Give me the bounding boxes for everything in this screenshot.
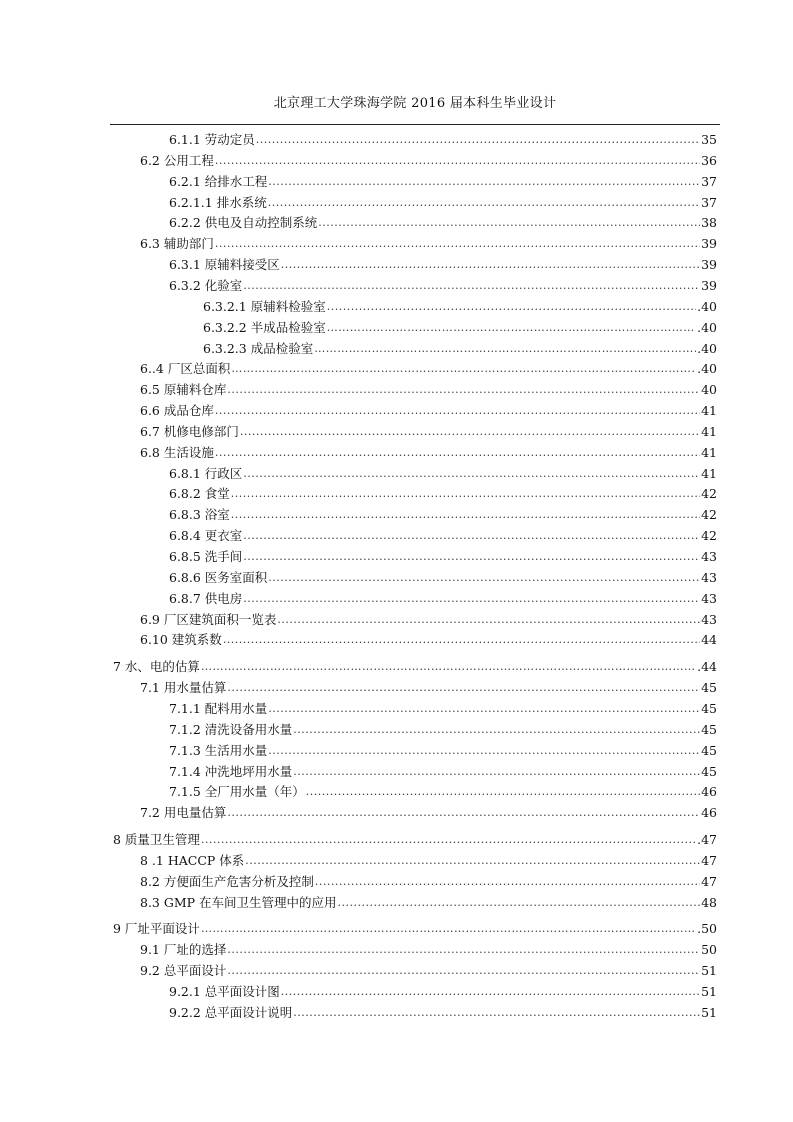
- toc-entry-page-number: 43: [701, 611, 717, 627]
- toc-leader-dots: [306, 784, 700, 799]
- toc-entry[interactable]: [169, 254, 717, 272]
- toc-entry-title: 8.2 方便面生产危害分析及控制: [140, 873, 314, 889]
- toc-entry-page-number: 51: [701, 963, 717, 979]
- toc-entry[interactable]: [169, 129, 717, 147]
- toc-entry-title: 8 质量卫生管理: [113, 832, 200, 848]
- toc-entry-title: 6.10 建筑系数: [140, 632, 222, 648]
- toc-entry-page-number: 39: [701, 257, 717, 273]
- toc-entry-page-number: 35: [701, 132, 717, 147]
- toc-entry-title: 7.1.4 冲洗地坪用水量: [169, 763, 293, 779]
- toc-entry[interactable]: [140, 892, 717, 910]
- toc-leader-dots: [245, 853, 700, 868]
- toc-entry-title: 6.2.1 给排水工程: [169, 173, 268, 189]
- toc-leader-dots: [231, 361, 696, 376]
- toc-entry-page-number: 37: [701, 194, 717, 210]
- toc-entry-title: 6.8.3 浴室: [169, 507, 230, 523]
- toc-entry[interactable]: [140, 939, 717, 957]
- toc-leader-dots: [281, 984, 700, 999]
- toc-leader-dots: [215, 403, 700, 418]
- toc-entry-page-number: 43: [701, 569, 717, 585]
- toc-entry[interactable]: [113, 829, 717, 847]
- toc-entry-title: 6.8 生活设施: [140, 444, 214, 460]
- toc-entry-title: 8 .1 HACCP 体系: [140, 852, 245, 868]
- toc-entry-title: 7 水、电的估算: [113, 659, 200, 675]
- toc-leader-dots: [243, 278, 700, 293]
- toc-entry-page-number: .40: [697, 298, 717, 314]
- header-rule: [110, 124, 720, 125]
- toc-entry-page-number: 40: [701, 382, 717, 398]
- toc-entry[interactable]: [203, 296, 717, 314]
- toc-entry-page-number: .40: [697, 340, 717, 356]
- toc-entry[interactable]: [203, 338, 717, 356]
- toc-entry[interactable]: [140, 400, 717, 418]
- toc-leader-dots: [243, 591, 700, 606]
- toc-entry-page-number: 45: [701, 680, 717, 696]
- toc-entry-title: 6.9 厂区建筑面积一览表: [140, 611, 277, 627]
- toc-entry-page-number: 46: [701, 805, 717, 821]
- toc-entry-title: 6.2 公用工程: [140, 152, 214, 168]
- page-header: 北京理工大学珠海学院 2016 届本科生毕业设计: [273, 96, 557, 111]
- toc-leader-dots: [227, 680, 700, 695]
- toc-entry-page-number: 42: [701, 528, 717, 544]
- toc-entry-page-number: 36: [701, 152, 717, 168]
- toc-entry-page-number: .47: [697, 832, 717, 848]
- toc-entry[interactable]: [169, 525, 717, 543]
- toc-entry-title: 8.3 GMP 在车间卫生管理中的应用: [140, 894, 337, 910]
- toc-leader-dots: [227, 805, 700, 820]
- toc-entry-title: 9.2 总平面设计: [140, 963, 227, 979]
- toc-entry-title: 7.1.1 配料用水量: [169, 700, 268, 716]
- toc-entry[interactable]: [140, 850, 717, 868]
- toc-entry-page-number: 45: [701, 742, 717, 758]
- toc-entry[interactable]: [140, 358, 717, 376]
- toc-entry[interactable]: [169, 698, 717, 716]
- toc-entry-page-number: .40: [697, 361, 717, 377]
- toc-entry-title: 6.8.7 供电房: [169, 590, 243, 606]
- toc-leader-dots: [327, 320, 696, 335]
- toc-entry[interactable]: [169, 761, 717, 779]
- toc-entry[interactable]: [203, 317, 717, 335]
- toc-leader-dots: [227, 963, 700, 978]
- toc-entry-title: 6.3.1 原辅料接受区: [169, 257, 280, 273]
- toc-entry-page-number: 47: [701, 852, 717, 868]
- toc-entry-page-number: 38: [701, 215, 717, 231]
- toc-leader-dots: [268, 701, 700, 716]
- toc-entry-page-number: 42: [701, 486, 717, 502]
- toc-entry-page-number: 45: [701, 700, 717, 716]
- toc-entry-title: 7.1.3 生活用水量: [169, 742, 268, 758]
- toc-leader-dots: [318, 215, 700, 230]
- toc-entry-page-number: .50: [697, 921, 717, 937]
- toc-entry-page-number: 50: [701, 942, 717, 958]
- toc-leader-dots: [201, 921, 696, 936]
- toc-entry[interactable]: [169, 1002, 717, 1020]
- toc-entry-page-number: 39: [701, 277, 717, 293]
- toc-leader-dots: [215, 153, 700, 168]
- toc-entry[interactable]: [169, 171, 717, 189]
- toc-entry[interactable]: [113, 656, 717, 674]
- toc-entry-page-number: 47: [701, 873, 717, 889]
- toc-entry-page-number: 41: [701, 423, 717, 439]
- toc-entry-title: 6.3 辅助部门: [140, 236, 214, 252]
- toc-entry-title: 9.2.2 总平面设计说明: [169, 1004, 293, 1020]
- toc-entry-title: 9 厂址平面设计: [113, 921, 200, 937]
- toc-entry[interactable]: [140, 960, 717, 978]
- toc-entry[interactable]: [140, 871, 717, 889]
- toc-leader-dots: [215, 236, 700, 251]
- toc-leader-dots: [240, 424, 700, 439]
- toc-leader-dots: [231, 486, 700, 501]
- toc-entry-page-number: .40: [697, 319, 717, 335]
- toc-entry[interactable]: [140, 802, 717, 820]
- toc-leader-dots: [215, 445, 700, 460]
- toc-leader-dots: [293, 722, 700, 737]
- toc-entry[interactable]: [169, 981, 717, 999]
- toc-leader-dots: [268, 195, 700, 210]
- toc-leader-dots: [314, 341, 696, 356]
- toc-leader-dots: [243, 549, 700, 564]
- toc-entry-page-number: 41: [701, 403, 717, 419]
- toc-entry-title: 9.2.1 总平面设计图: [169, 984, 280, 999]
- toc-entry-page-number: 43: [701, 590, 717, 606]
- toc-leader-dots: [201, 659, 696, 674]
- toc-leader-dots: [243, 466, 700, 481]
- toc-entry[interactable]: [169, 504, 717, 522]
- toc-leader-dots: [256, 132, 700, 147]
- toc-entry-title: 6.3.2.3 成品检验室: [203, 340, 314, 356]
- toc-entry-title: 6.8.5 洗手间: [169, 549, 243, 564]
- toc-entry-title: 6.3.2.1 原辅料检验室: [203, 298, 326, 314]
- toc-entry-page-number: 41: [701, 465, 717, 481]
- toc-entry-title: 6.2.1.1 排水系统: [169, 194, 267, 210]
- toc-leader-dots: [201, 832, 696, 847]
- toc-entry[interactable]: [169, 483, 717, 501]
- toc-entry[interactable]: [140, 677, 717, 695]
- toc-entry-title: 6.7 机修电修部门: [140, 423, 239, 439]
- toc-leader-dots: [315, 874, 700, 889]
- toc-entry[interactable]: [140, 421, 717, 439]
- toc-leader-dots: [338, 895, 701, 910]
- toc-entry[interactable]: [169, 781, 717, 799]
- toc-entry-page-number: 43: [701, 549, 717, 564]
- toc-entry-title: 6.8.6 医务室面积: [169, 569, 268, 585]
- toc-leader-dots: [293, 764, 700, 779]
- toc-entry[interactable]: [140, 150, 717, 168]
- toc-leader-dots: [277, 612, 700, 627]
- toc-entry-title: 6.3.2 化验室: [169, 277, 243, 293]
- toc-entry[interactable]: [169, 546, 717, 564]
- toc-entry[interactable]: [169, 463, 717, 481]
- toc-entry-page-number: 37: [701, 173, 717, 189]
- toc-entry-title: 7.1.5 全厂用水量（年）: [169, 784, 305, 800]
- toc-entry[interactable]: [140, 609, 717, 627]
- toc-leader-dots: [227, 942, 700, 957]
- toc-entry[interactable]: [140, 629, 717, 647]
- toc-entry[interactable]: [113, 918, 717, 936]
- toc-leader-dots: [227, 382, 700, 397]
- toc-entry[interactable]: [169, 567, 717, 585]
- toc-entry-title: 7.1 用水量估算: [140, 680, 227, 696]
- toc-entry-page-number: 42: [701, 507, 717, 523]
- toc-entry-page-number: 45: [701, 763, 717, 779]
- toc-entry-title: 7.2 用电量估算: [140, 805, 227, 821]
- toc-entry[interactable]: [140, 442, 717, 460]
- toc-entry-title: 6.6 成品仓库: [140, 403, 214, 419]
- toc-entry[interactable]: [169, 212, 717, 230]
- toc-entry-page-number: .44: [697, 659, 717, 675]
- toc-entry-title: 6..4 厂区总面积: [140, 361, 231, 377]
- toc-entry-page-number: 51: [701, 984, 717, 999]
- toc-entry-page-number: 39: [701, 236, 717, 252]
- toc-entry-page-number: 44: [701, 632, 717, 648]
- toc-entry-title: 6.3.2.2 半成品检验室: [203, 319, 326, 335]
- toc-entry-title: 7.1.2 清洗设备用水量: [169, 721, 293, 737]
- toc-leader-dots: [268, 570, 700, 585]
- toc-entry-title: 6.2.2 供电及自动控制系统: [169, 215, 318, 231]
- toc-leader-dots: [293, 1005, 700, 1020]
- toc-entry-page-number: 51: [701, 1004, 717, 1020]
- toc-leader-dots: [223, 632, 700, 647]
- toc-entry[interactable]: [169, 192, 717, 210]
- toc-entry-title: 6.1.1 劳动定员: [169, 132, 255, 147]
- toc-leader-dots: [268, 174, 700, 189]
- toc-entry[interactable]: [140, 379, 717, 397]
- toc-entry-page-number: 45: [701, 721, 717, 737]
- toc-entry[interactable]: [169, 588, 717, 606]
- toc-entry-page-number: 48: [701, 894, 717, 910]
- toc-entry[interactable]: [140, 233, 717, 251]
- toc-leader-dots: [243, 528, 700, 543]
- toc-entry-title: 6.8.1 行政区: [169, 465, 243, 481]
- toc-entry-page-number: 41: [701, 444, 717, 460]
- toc-entry-title: 6.8.2 食堂: [169, 486, 230, 502]
- toc-entry-title: 6.5 原辅料仓库: [140, 382, 227, 398]
- toc-entry-page-number: 46: [701, 784, 717, 800]
- toc-entry-title: 9.1 厂址的选择: [140, 942, 227, 958]
- toc-leader-dots: [268, 743, 700, 758]
- toc-leader-dots: [231, 507, 700, 522]
- toc-entry[interactable]: [169, 275, 717, 293]
- toc-leader-dots: [281, 257, 700, 272]
- toc-entry[interactable]: [169, 719, 717, 737]
- toc-entry[interactable]: [169, 740, 717, 758]
- toc-leader-dots: [327, 299, 696, 314]
- toc-entry-title: 6.8.4 更衣室: [169, 528, 243, 544]
